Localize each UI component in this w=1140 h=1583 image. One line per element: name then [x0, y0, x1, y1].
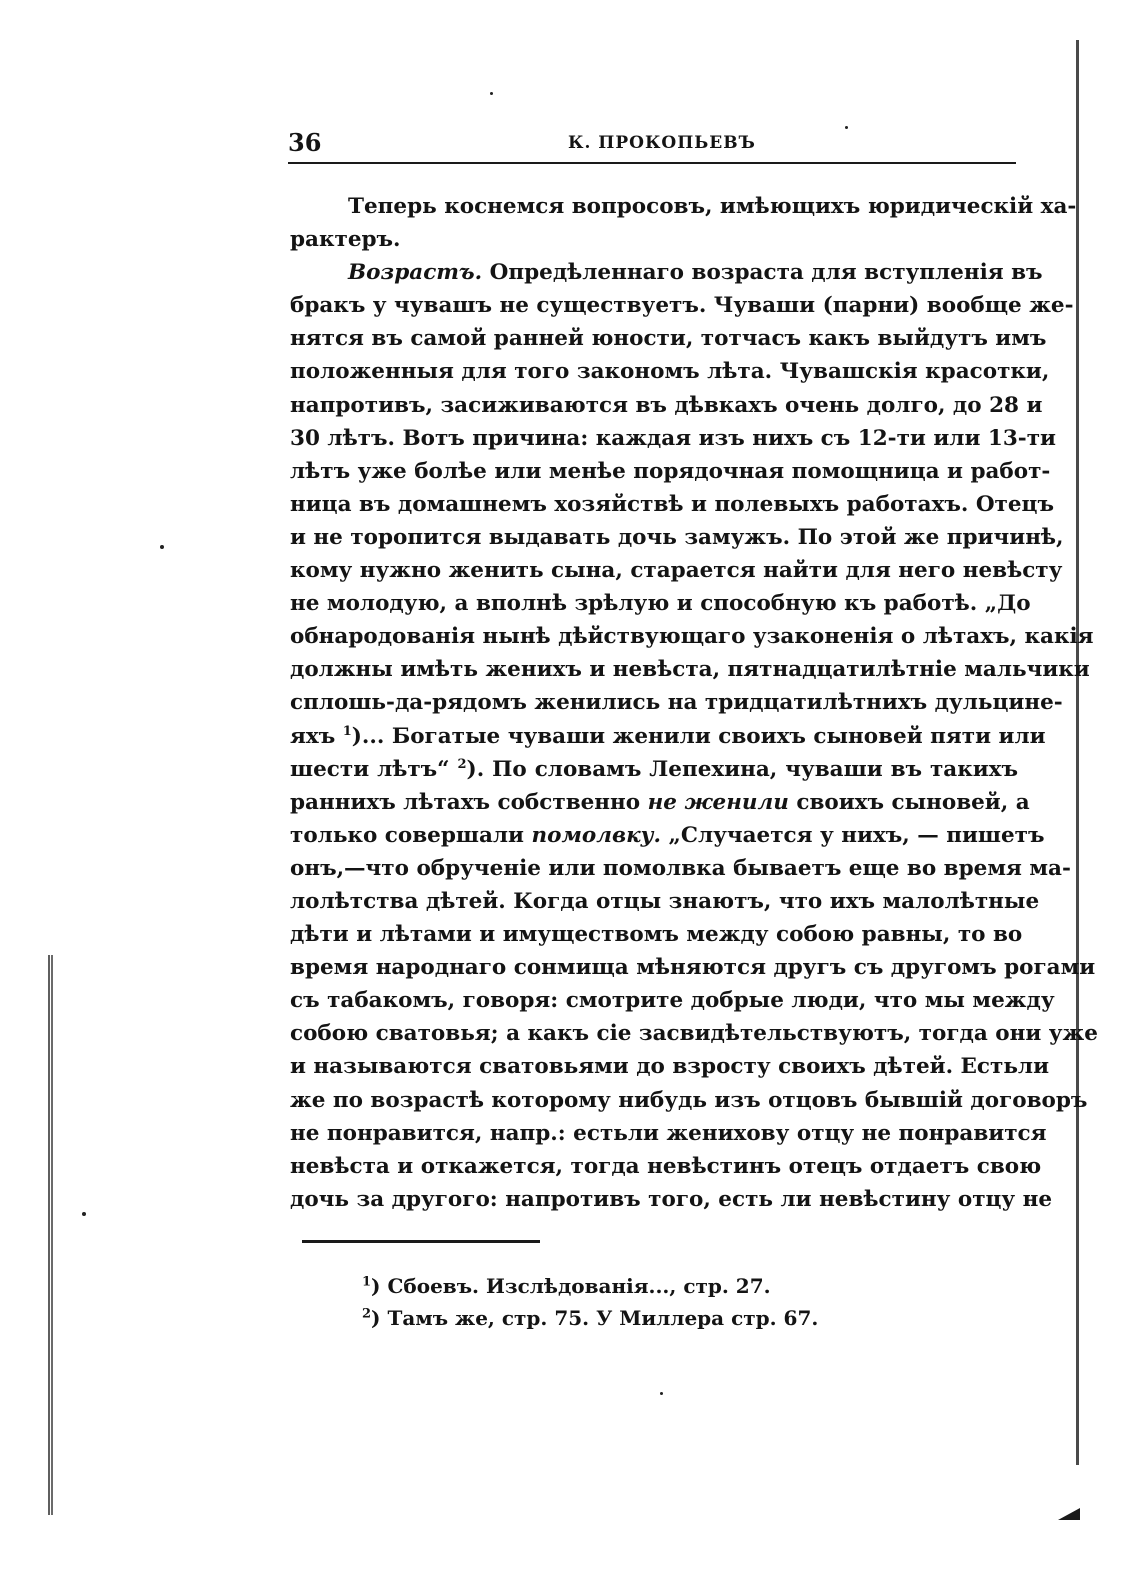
text-line: же по возрастѣ которому нибудь изъ отцовъ бывшій договоръ [290, 1087, 1088, 1113]
body-text [290, 190, 1098, 1216]
text-line: бракъ у чувашъ не существуетъ. Чуваши (парни) вообще же- [290, 293, 1074, 319]
text-line: только совершали помолвку. „Случается у нихъ, — пишетъ [290, 822, 1045, 848]
scan-speck [660, 1392, 663, 1395]
text-line: должны имѣть женихъ и невѣста, пятнадцатилѣтніе мальчики [290, 657, 1090, 683]
text-line: обнародованія нынѣ дѣйствующаго узаконенія о лѣтахъ, какія [290, 624, 1094, 650]
running-head [288, 128, 1016, 158]
scan-speck [160, 545, 164, 549]
footnotes [362, 1270, 922, 1334]
text-line: сплошь-да-рядомъ женились на тридцатилѣтнихъ дульцине- [290, 690, 1063, 716]
footnote-ref[interactable]: 2 [457, 756, 467, 772]
footnote: $^2$) Тамъ же, стр. 75. У Миллера стр. 67. [362, 1306, 819, 1330]
text-line: кому нужно женить сына, старается найти для него невѣсту [290, 558, 1063, 584]
footnote-marker: 1 [362, 1274, 372, 1290]
text-line: 30 лѣтъ. Вотъ причина: каждая изъ нихъ съ 12-ти или 13-ти [290, 425, 1057, 451]
text-line: дочь за другого: напротивъ того, есть ли невѣстину отцу не [290, 1186, 1053, 1212]
footnote: $^1$) Сбоевъ. Изслѣдованія..., стр. 27. [362, 1274, 771, 1298]
scan-speck [490, 92, 493, 95]
running-title: К. ПРОКОПЬЕВЪ [568, 133, 756, 153]
text-line: раннихъ лѣтахъ собственно не женили своихъ сыновей, а [290, 789, 1030, 815]
text-line: напротивъ, засиживаются въ дѣвкахъ очень долго, до 28 и [290, 392, 1043, 418]
text-line: положенныя для того закономъ лѣта. Чувашскія красотки, [290, 359, 1050, 385]
text-line: лѣтъ уже болѣе или менѣе порядочная помощница и работ- [290, 458, 1051, 484]
page-number: 36 [288, 128, 322, 157]
emphasis: не женили [647, 789, 789, 815]
scan-binding-edge [48, 955, 53, 1515]
footnote-ref[interactable]: 1 [342, 723, 352, 739]
footnote-marker: 2 [362, 1306, 372, 1322]
footnote-rule [302, 1240, 540, 1243]
header-rule [288, 162, 1016, 164]
text-line: не молодую, а вполнѣ зрѣлую и способную къ работѣ. „До [290, 591, 1031, 617]
text-line: рактеръ. [290, 227, 401, 253]
text-line: лолѣтства дѣтей. Когда отцы знаютъ, что ихъ малолѣтные [290, 888, 1040, 914]
scan-corner-mark [1058, 1508, 1080, 1520]
text-line: невѣста и откажется, тогда невѣстинъ отецъ отдаетъ свою [290, 1153, 1042, 1179]
text-line: онъ,—что обрученіе или помолвка бываетъ еще во время ма- [290, 855, 1071, 881]
text-line: собою сватовья; а какъ сіе засвидѣтельствуютъ, тогда они уже [290, 1021, 1098, 1047]
text-line: и называются сватовьями до взросту своихъ дѣтей. Естьли [290, 1054, 1050, 1080]
text-line: Теперь коснемся вопросовъ, имѣющихъ юридическій ха- [348, 194, 1077, 219]
text-line: не понравится, напр.: естьли женихову отцу не понравится [290, 1120, 1047, 1146]
text-line: дѣти и лѣтами и имуществомъ между собою равны, то во [290, 922, 1023, 948]
emphasis: помолвку. [531, 822, 661, 848]
scan-speck [82, 1212, 86, 1216]
scan-right-edge-rule [1076, 40, 1079, 1465]
section-lead: Возрастъ. [348, 260, 483, 286]
text-line: Возрастъ. Опредѣленнаго возраста для вступленія въ [348, 260, 1043, 286]
text-line: ница въ домашнемъ хозяйствѣ и полевыхъ работахъ. Отецъ [290, 491, 1054, 517]
text-line: и не торопится выдавать дочь замужъ. По этой же причинѣ, [290, 524, 1064, 550]
text-line: время народнаго сонмища мѣняются другъ съ другомъ рогами [290, 955, 1096, 981]
text-line: съ табакомъ, говоря: смотрите добрые люди, что мы между [290, 988, 1055, 1014]
text-line: нятся въ самой ранней юности, тотчасъ какъ выйдутъ имъ [290, 326, 1047, 352]
text-line: яхъ $^1$)... Богатые чуваши женили своихъ сыновей пяти или [290, 723, 1046, 749]
text-line: шести лѣтъ“ $^2$). По словамъ Лепехина, чуваши въ такихъ [290, 756, 1018, 782]
